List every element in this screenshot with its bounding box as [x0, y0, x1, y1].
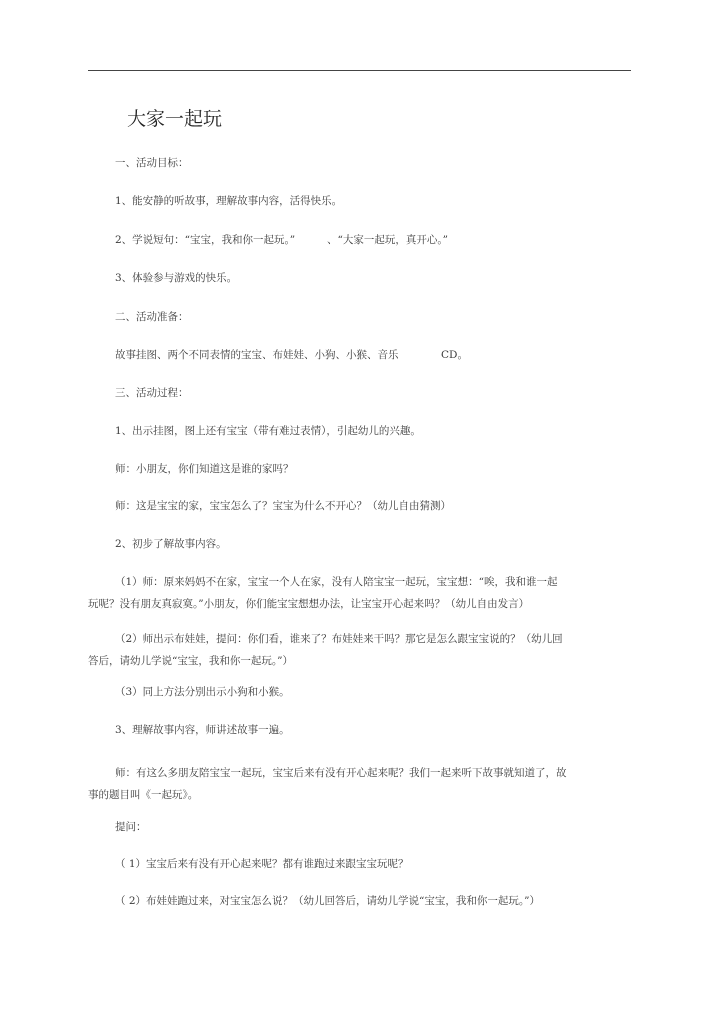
prep-materials-cd: CD。	[441, 349, 468, 361]
process-step-2-sub-2	[88, 628, 563, 672]
process-step-2: 2、初步了解故事内容。	[115, 538, 227, 550]
goal-item-1: 1、能安静的听故事，理解故事内容，活得快乐。	[115, 195, 343, 207]
paragraph-line: （1）师：原来妈妈不在家，宝宝一个人在家，没有人陪宝宝一起玩，宝宝想：“唉，我和谁一起	[115, 576, 558, 588]
paragraph-line: （2）师出示布娃娃，提问：你们看，谁来了？布娃娃来干吗？那它是怎么跟宝宝说的？（幼儿回	[115, 633, 563, 645]
process-dialog-2: 师：这是宝宝的家，宝宝怎么了？宝宝为什么不开心？（幼儿自由猜测）	[115, 500, 451, 512]
goal-item-2: 2、学说短句：“宝宝，我和你一起玩。”	[115, 234, 296, 246]
questions-heading: 提问：	[115, 821, 147, 833]
process-step-2-sub-3: （3）同上方法分别出示小狗和小猴。	[115, 686, 290, 698]
process-step-3-dialog	[88, 762, 567, 806]
process-step-3: 3、理解故事内容，师讲述故事一遍。	[115, 724, 290, 736]
section-heading-process: 三、活动过程：	[115, 387, 189, 399]
question-1: （ 1）宝宝后来有没有开心起来呢？都有谁跑过来跟宝宝玩呢？	[115, 858, 409, 870]
goal-item-3: 3、体验参与游戏的快乐。	[115, 272, 238, 284]
page-title: 大家一起玩	[127, 108, 223, 130]
prep-materials: 故事挂图、两个不同表情的宝宝、布娃娃、小狗、小猴、音乐	[115, 349, 399, 361]
paragraph-line: 答后，请幼儿学说“宝宝，我和你一起玩。”）	[88, 655, 293, 667]
header-rule	[88, 70, 631, 71]
paragraph-line: 事的题目叫《一起玩》。	[88, 789, 199, 801]
paragraph-line: 师：有这么多朋友陪宝宝一起玩，宝宝后来有没有开心起来呢？我们一起来听下故事就知道了，故	[115, 767, 567, 779]
section-heading-goals: 一、活动目标：	[115, 157, 189, 169]
process-step-2-sub-1	[88, 571, 558, 615]
process-step-1: 1、出示挂图，图上还有宝宝（带有难过表情），引起幼儿的兴趣。	[115, 425, 421, 437]
paragraph-line: 玩呢？没有朋友真寂寞。”小朋友，你们能宝宝想想办法，让宝宝开心起来吗？（幼儿自由发言）	[88, 598, 530, 610]
process-dialog-1: 师：小朋友，你们知道这是谁的家吗？	[115, 463, 294, 475]
question-2: （ 2）布娃娃跑过来，对宝宝怎么说？（幼儿回答后，请幼儿学说“宝宝，我和你一起玩。”）	[115, 895, 541, 907]
goal-item-2-cont: 、“大家一起玩，真开心。”	[327, 234, 448, 246]
section-heading-prep: 二、活动准备：	[115, 311, 189, 323]
